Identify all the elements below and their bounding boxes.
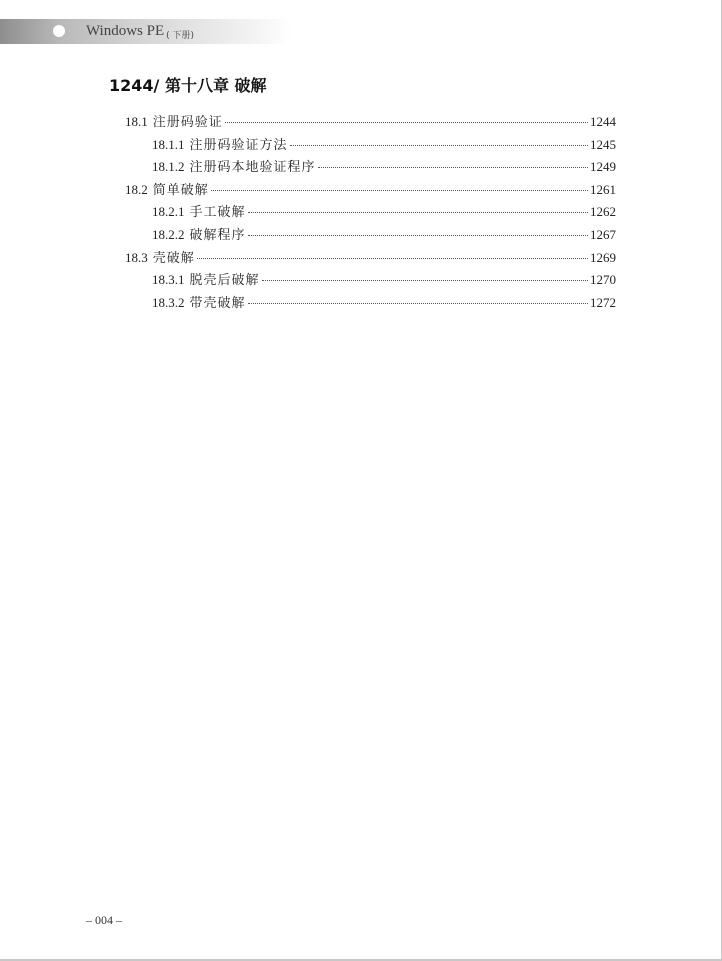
toc-dot-leader bbox=[318, 167, 588, 168]
toc-page-number: 1249 bbox=[590, 159, 616, 175]
toc-dot-leader bbox=[248, 212, 588, 213]
toc-section-number: 18.3 bbox=[125, 249, 148, 265]
toc-section-number: 18.2.1 bbox=[152, 204, 185, 220]
toc-page-number: 1262 bbox=[590, 204, 616, 220]
toc-entry bbox=[125, 179, 616, 199]
toc-entry bbox=[125, 111, 616, 131]
toc-section-title: 手工破解 bbox=[189, 205, 246, 221]
toc-entry bbox=[152, 292, 616, 312]
toc-entry bbox=[152, 201, 616, 221]
header-title: Windows PE bbox=[86, 23, 165, 39]
toc-dot-leader bbox=[211, 190, 588, 191]
toc-entry bbox=[152, 269, 616, 289]
toc-page-number: 1272 bbox=[590, 294, 616, 310]
toc-dot-leader bbox=[290, 145, 588, 146]
toc-section-number: 18.1 bbox=[125, 114, 148, 129]
toc-dot-leader bbox=[248, 235, 588, 236]
toc-dot-leader bbox=[262, 280, 588, 281]
header-subtitle: ( 下册) bbox=[166, 31, 195, 41]
toc-entry bbox=[152, 134, 616, 154]
toc-section-number: 18.2 bbox=[125, 181, 148, 197]
toc-page-number: 1270 bbox=[590, 272, 616, 288]
toc-section-title: 带壳破解 bbox=[189, 295, 246, 311]
toc-entry bbox=[152, 224, 616, 244]
toc-dot-leader bbox=[197, 258, 588, 259]
toc-page-number: 1244 bbox=[590, 114, 616, 129]
toc-entry bbox=[125, 247, 616, 267]
chapter-heading: 1244/ 第十八章 破解 bbox=[109, 76, 267, 95]
toc-section-title: 注册码验证方法 bbox=[189, 137, 288, 153]
toc-section-title: 壳破解 bbox=[152, 250, 195, 266]
running-header bbox=[86, 23, 194, 40]
toc-section-number: 18.3.2 bbox=[152, 294, 185, 310]
toc-dot-leader bbox=[248, 303, 588, 304]
header-dot-icon bbox=[53, 25, 65, 37]
toc-dot-leader bbox=[225, 122, 588, 123]
toc-page-number: 1261 bbox=[590, 181, 616, 197]
toc-section-title: 简单破解 bbox=[152, 182, 209, 198]
toc-section-number: 18.1.2 bbox=[152, 159, 185, 175]
toc-page-number: 1267 bbox=[590, 227, 616, 242]
toc-section-number: 18.1.1 bbox=[152, 136, 185, 152]
toc-section-title: 破解程序 bbox=[189, 228, 246, 243]
toc-section-number: 18.3.1 bbox=[152, 272, 185, 288]
toc-section-number: 18.2.2 bbox=[152, 227, 185, 242]
toc-section-title: 注册码本地验证程序 bbox=[189, 160, 316, 176]
toc-page-number: 1269 bbox=[590, 249, 616, 265]
page-number: – 004 – bbox=[86, 913, 122, 927]
toc-page-number: 1245 bbox=[590, 136, 616, 152]
toc-entry bbox=[152, 156, 616, 176]
toc-section-title: 注册码验证 bbox=[152, 115, 223, 130]
toc-section-title: 脱壳后破解 bbox=[189, 273, 260, 289]
